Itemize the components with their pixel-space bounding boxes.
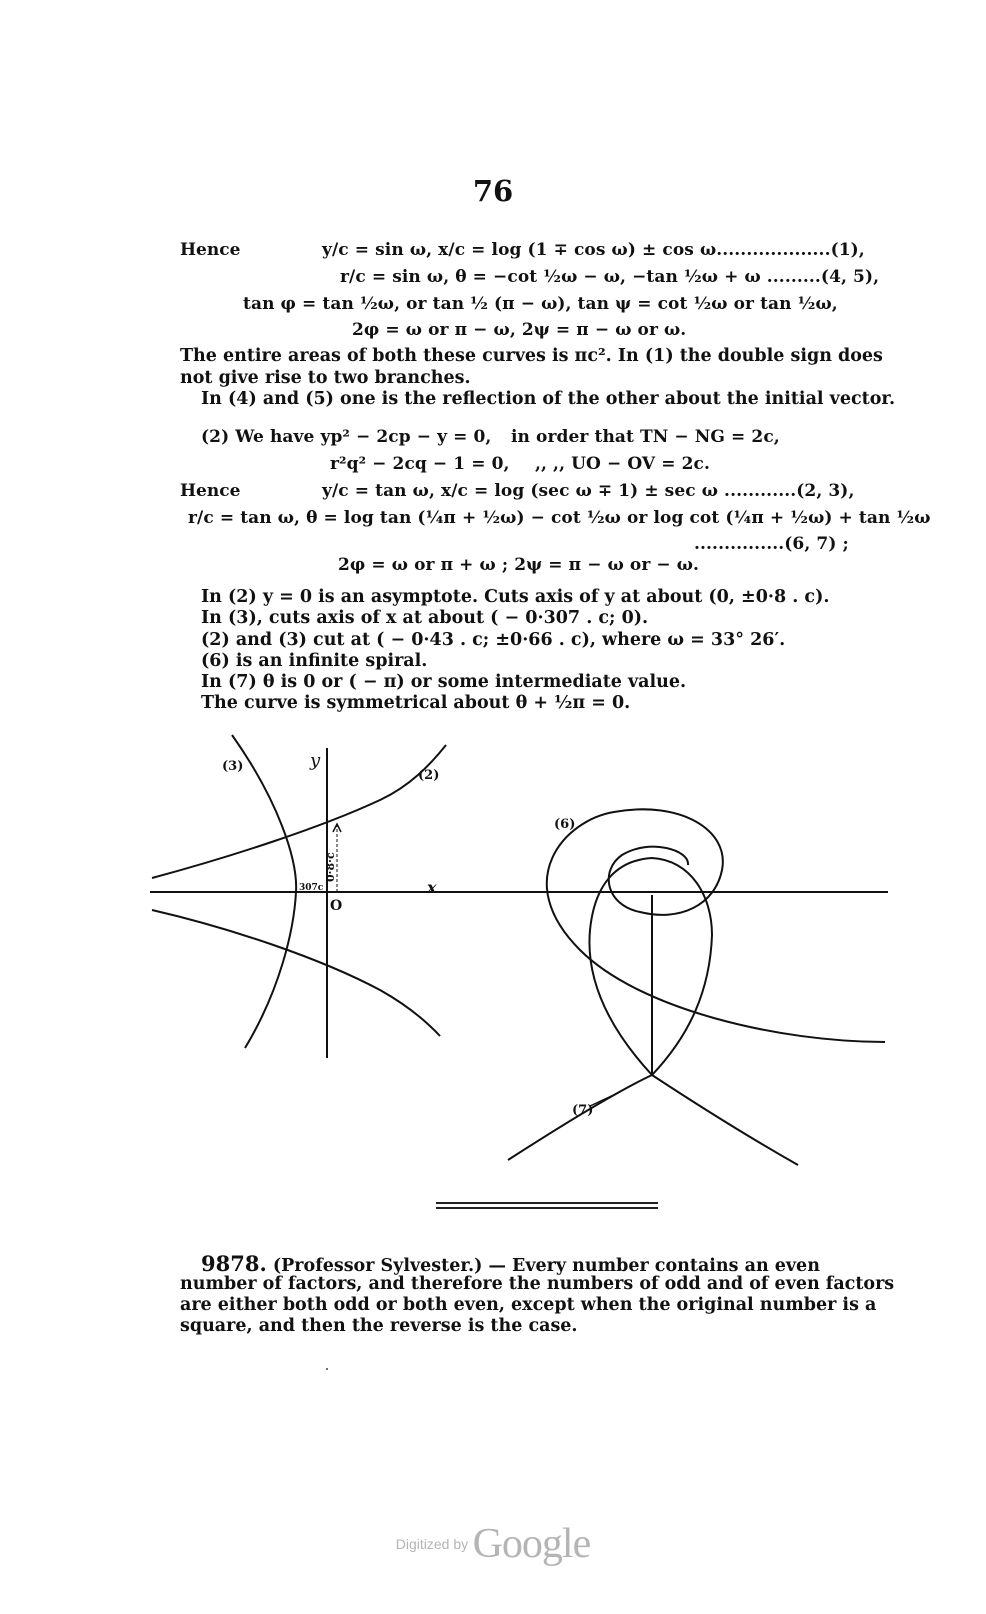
hence-label-1: Hence: [180, 240, 241, 260]
curve-2-lower: [152, 910, 440, 1036]
paragraph-areas-line-2: not give rise to two branches.: [180, 368, 471, 388]
problem-line-3: are either both odd or both even, except when the original number is a: [180, 1295, 877, 1315]
label-curve-7: (7): [572, 1103, 594, 1118]
problem-number: 9878.: [201, 1251, 267, 1276]
label-curve-2: (2): [418, 768, 440, 783]
note-line: In (2) y = 0 is an asymptote. Cuts axis of y at about (0, ±0·8 . c).: [201, 587, 830, 607]
label-curve-3: (3): [222, 759, 244, 774]
paragraph-reflection: In (4) and (5) one is the reflection of the other about the initial vector.: [201, 389, 896, 409]
label-7-leader: [590, 1092, 620, 1106]
divider-rule-top: [436, 1202, 658, 1204]
note-line: (2) and (3) cut at ( − 0·43 . c; ±0·66 . c), where ω = 33° 26′.: [201, 630, 786, 650]
equation-line-6-label: ...............(6, 7) ;: [694, 534, 849, 554]
paragraph-areas-line-1: The entire areas of both these curves is πc². In (1) the double sign does: [180, 346, 883, 366]
problem-line-1: [201, 1251, 820, 1276]
label-307c: 307c: [299, 883, 324, 893]
equation-line-2: r/c = sin ω, θ = −cot ½ω − ω, −tan ½ω + ω .........(4, 5),: [340, 267, 880, 287]
note-line: (6) is an infinite spiral.: [201, 651, 428, 671]
page-number: 76: [472, 174, 514, 208]
condition-tn-ng: in order that TN − NG = 2c,: [511, 427, 780, 447]
equation-line-3: tan φ = tan ½ω, or tan ½ (π − ω), tan ψ = cot ½ω or tan ½ω,: [243, 294, 838, 314]
note-line: The curve is symmetrical about θ + ½π = 0.: [201, 693, 631, 713]
label-curve-6: (6): [554, 817, 576, 832]
digitized-watermark: [0, 1520, 986, 1568]
equation-line-7: 2φ = ω or π + ω ; 2ψ = π − ω or − ω.: [338, 555, 700, 575]
note-line: In (7) θ is 0 or ( − π) or some intermediate value.: [201, 672, 687, 692]
polar-equation: r²q² − 2cq − 1 = 0,: [330, 454, 510, 474]
equation-line-1: y/c = sin ω, x/c = log (1 ∓ cos ω) ± cos ω...................(1),: [322, 240, 865, 260]
note-line: In (3), cuts axis of x at about ( − 0·307 . c; 0).: [201, 608, 649, 628]
watermark-logo-text: Google: [472, 1521, 591, 1567]
spiral-curve-6: [547, 809, 885, 1042]
label-x-axis: x: [427, 878, 437, 897]
equation-line-6: r/c = tan ω, θ = log tan (¼π + ½ω) − cot ½ω or log cot (¼π + ½ω) + tan ½ω: [188, 508, 931, 528]
label-origin: O: [330, 898, 343, 914]
problem-line-2: number of factors, and therefore the numbers of odd and of even factors: [180, 1274, 895, 1294]
condition-uo-ov: ,, ,, UO − OV = 2c.: [535, 454, 711, 474]
curve-2-upper: [152, 745, 446, 878]
equation-line-4: 2φ = ω or π − ω, 2ψ = π − ω or ω.: [352, 320, 687, 340]
problem-line-1-text: (Professor Sylvester.) — Every number contains an even: [272, 1256, 820, 1276]
equation-line-5: y/c = tan ω, x/c = log (sec ω ∓ 1) ± sec ω ............(2, 3),: [322, 481, 855, 501]
hence-label-2: Hence: [180, 481, 241, 501]
stray-dot: [326, 1368, 328, 1370]
watermark-small-text: Digitized by: [395, 1536, 469, 1552]
divider-rule-bottom: [436, 1207, 658, 1209]
label-0-8c: 0·8·c: [324, 852, 337, 882]
we-have-equation: (2) We have yp² − 2cp − y = 0,: [201, 427, 492, 447]
label-y-axis: y: [310, 750, 321, 771]
problem-line-4: square, and then the reverse is the case.: [180, 1316, 578, 1336]
